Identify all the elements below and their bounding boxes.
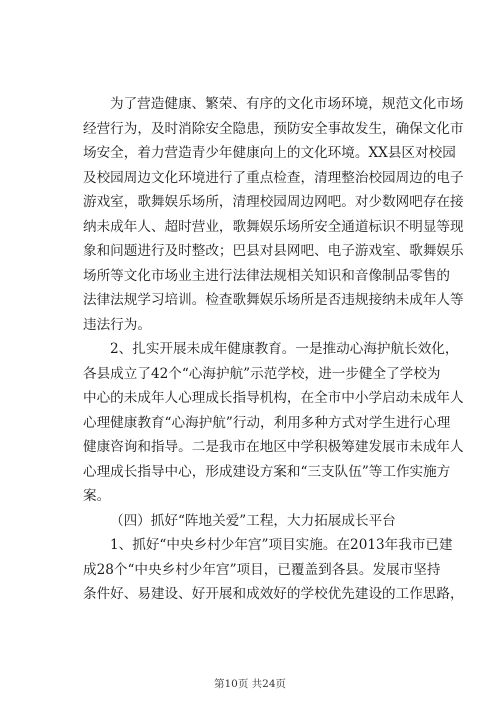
- text-line: 案。: [83, 488, 111, 504]
- text-line: 成28个“中央乡村少年宫”项目，已覆盖到各县。发展市坚持: [83, 561, 441, 578]
- text-line: 为了营造健康、繁荣、有序的文化市场环境，规范文化市场: [110, 96, 464, 112]
- text-line: 2、扎实开展未成年健康教育。一是推动心海护航长效化，: [110, 341, 459, 357]
- text-line: 中心的未成年人心理成长指导机构，在全市中小学启动未成年人: [83, 390, 464, 406]
- text-line: 法律法规学习培训。检查歌舞娱乐场所是否违规接纳未成年人等: [83, 292, 464, 308]
- text-line: 心理健康教育“心海护航”行动，利用多种方式对学生进行心理: [83, 414, 451, 431]
- text-line: 游戏室，歌舞娱乐场所，清理校园周边网吧。对少数网吧存在接: [83, 194, 464, 210]
- text-line: 健康咨询和指导。二是我市在地区中学积极筹建发展市未成年人: [83, 439, 464, 455]
- text-line: 纳未成年人、超时营业，歌舞娱乐场所安全通道标识不明显等现: [83, 218, 464, 235]
- text-line: 及校园周边文化环境进行了重点检查，清理整治校园周边的电子: [83, 169, 464, 186]
- text-line: 场安全，着力营造青少年健康向上的文化环境。XX县区对校园: [83, 145, 456, 161]
- page-footer: 第10页 共24页: [213, 678, 287, 690]
- text-line: 心理成长指导中心，形成建设方案和“三支队伍”等工作实施方: [83, 463, 451, 480]
- text-line: 条件好、易建设、好开展和成效好的学校优先建设的工作思路，: [83, 586, 464, 602]
- section-heading: （四）抓好“阵地关爱”工程，大力拓展成长平台: [110, 512, 396, 529]
- document-body: [83, 92, 464, 607]
- text-line: 违法行为。: [83, 316, 151, 333]
- text-line: 1、抓好“中央乡村少年宫”项目实施。在2013年我市已建: [110, 537, 453, 553]
- text-line: 场所等文化市场业主进行法律法规相关知识和音像制品零售的: [83, 267, 451, 284]
- text-line: 经营行为，及时消除安全隐患，预防安全事故发生，确保文化市: [83, 120, 464, 137]
- text-line: 各县成立了42个“心海护航”示范学校，进一步健全了学校为: [83, 365, 441, 382]
- text-line: 象和问题进行及时整改；巴县对县网吧、电子游戏室、歌舞娱乐: [83, 243, 464, 259]
